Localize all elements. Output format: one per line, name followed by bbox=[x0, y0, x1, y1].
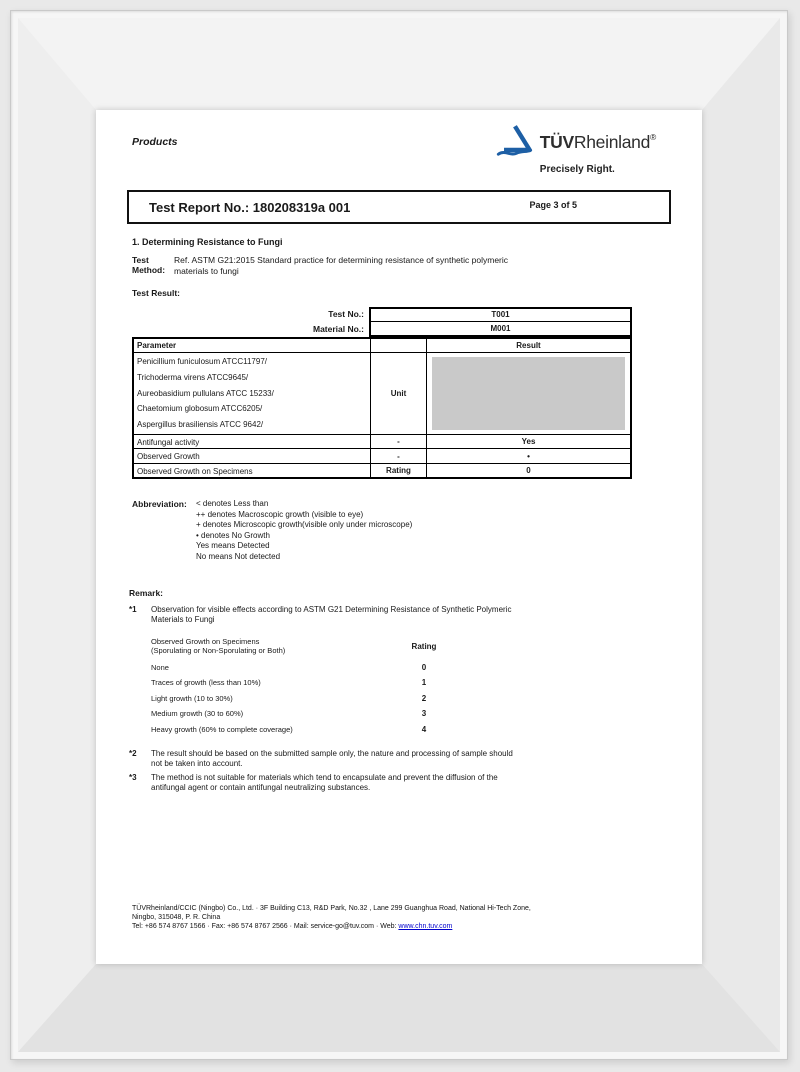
rating-label: None bbox=[151, 662, 169, 672]
organism-line: Aspergillus brasiliensis ATCC 9642/ bbox=[137, 420, 264, 430]
tuv-triangle-icon bbox=[495, 122, 533, 163]
remark-block bbox=[129, 588, 702, 794]
remark-item bbox=[129, 605, 702, 625]
remark-line: Materials to Fungi bbox=[151, 615, 215, 625]
parameter-cell: Observed Growth bbox=[137, 452, 200, 462]
rating-value: 2 bbox=[421, 693, 427, 703]
rating-value: 4 bbox=[421, 724, 427, 734]
result-header: Result bbox=[426, 339, 630, 352]
rating-table-header bbox=[151, 637, 702, 655]
remark-line: not be taken into account. bbox=[151, 759, 243, 769]
logo-row bbox=[495, 122, 656, 163]
rating-header-line: (Sporulating or Non-Sporulating or Both) bbox=[151, 646, 286, 656]
rating-label: Light growth (10 to 30%) bbox=[151, 693, 233, 703]
rating-col1-header bbox=[151, 637, 401, 655]
rating-label: Heavy growth (60% to complete coverage) bbox=[151, 724, 293, 734]
registered-mark: ® bbox=[650, 132, 656, 142]
remark-line: The result should be based on the submitted sample only, the nature and processing of sample should bbox=[151, 748, 513, 758]
unit-header bbox=[370, 339, 426, 352]
organism-line: Trichoderma virens ATCC9645/ bbox=[137, 372, 249, 382]
test-no-value: T001 bbox=[369, 307, 632, 322]
rating-value: 1 bbox=[421, 678, 427, 688]
test-result-label: Test Result: bbox=[132, 288, 181, 298]
remark-line: The method is not suitable for materials which tend to encapsulate and prevent the diffusion of the bbox=[151, 773, 498, 783]
test-no-row bbox=[132, 307, 632, 322]
remark-line: antifungal agent or contain antifungal neutralizing substances. bbox=[151, 783, 371, 793]
rating-row bbox=[151, 675, 702, 691]
material-no-value: M001 bbox=[369, 322, 632, 337]
rating-col2-header: Rating bbox=[411, 641, 437, 651]
abbreviation-line: + denotes Microscopic growth(visible only under microscope) bbox=[196, 520, 413, 530]
remark-item bbox=[129, 773, 702, 793]
table-row bbox=[134, 448, 630, 463]
footer-web-link[interactable]: www.chn.tuv.com bbox=[398, 922, 453, 930]
abbreviation-line: < denotes Less than bbox=[196, 499, 269, 509]
remark-marker: *1 bbox=[129, 604, 137, 614]
test-method-line: materials to fungi bbox=[174, 265, 239, 276]
material-no-label: Material No.: bbox=[312, 324, 364, 334]
remark-line: Observation for visible effects according to ASTM G21 Determining Resistance of Synthetic Polymeric bbox=[151, 604, 512, 614]
abbreviation-line: No means Not detected bbox=[196, 551, 281, 561]
remark-marker: *3 bbox=[129, 773, 137, 783]
report-box bbox=[127, 190, 671, 224]
table-row bbox=[134, 463, 630, 478]
footer-address-line2: Ningbo, 315048, P. R. China bbox=[132, 913, 221, 921]
remark-text bbox=[151, 605, 656, 625]
abbreviation-line: • denotes No Growth bbox=[196, 530, 270, 540]
remark-text bbox=[151, 749, 656, 769]
redacted-result-box bbox=[432, 357, 625, 430]
section-heading: 1. Determining Resistance to Fungi bbox=[132, 237, 283, 247]
test-no-label: Test No.: bbox=[328, 309, 364, 319]
brand-text bbox=[540, 132, 656, 153]
organism-line: Penicillium funiculosum ATCC11797/ bbox=[137, 357, 267, 366]
rating-label: Traces of growth (less than 10%) bbox=[151, 678, 261, 688]
remark-text bbox=[151, 773, 656, 793]
unit-cell: - bbox=[370, 449, 426, 463]
rating-header-line: Observed Growth on Specimens bbox=[151, 637, 260, 647]
material-no-row bbox=[132, 322, 632, 337]
rating-table bbox=[151, 637, 702, 737]
test-method-row bbox=[132, 255, 702, 276]
result-cell: • bbox=[426, 449, 630, 463]
remark-item bbox=[129, 749, 702, 769]
abbreviation-line: ++ denotes Macroscopic growth (visible to eye) bbox=[196, 509, 364, 519]
products-label: Products bbox=[132, 136, 178, 148]
brand-rheinland: Rheinland bbox=[573, 132, 651, 152]
organism-line: Chaetomium globosum ATCC6205/ bbox=[137, 404, 263, 414]
abbreviation-lines bbox=[196, 499, 412, 561]
brand-tuv: TÜV bbox=[539, 132, 574, 152]
remark-marker: *2 bbox=[129, 748, 137, 758]
result-cell: Yes bbox=[426, 435, 630, 449]
abbreviation-line: Yes means Detected bbox=[196, 541, 270, 551]
parameter-header: Parameter bbox=[137, 341, 177, 350]
photo-frame bbox=[10, 10, 788, 1060]
rating-row bbox=[151, 690, 702, 706]
organism-line: Aureobasidium pullulans ATCC 15233/ bbox=[137, 388, 274, 398]
frame-bevel bbox=[18, 18, 780, 1052]
organisms-row bbox=[134, 352, 630, 434]
tuv-logo bbox=[495, 122, 656, 175]
table-row bbox=[134, 434, 630, 449]
rating-row bbox=[151, 706, 702, 722]
parameter-cell: Observed Growth on Specimens bbox=[137, 466, 253, 476]
parameter-table bbox=[132, 337, 632, 479]
page-header bbox=[96, 110, 702, 175]
footer-address-line1: TÜVRheinland/CCIC (Ningbo) Co., Ltd. · 3F Building C13, R&D Park, No.32 , Lane 299 Guanghua Road, National Hi-Tech Zone, bbox=[132, 905, 531, 912]
organism-list bbox=[134, 353, 370, 434]
organisms-result-cell bbox=[426, 353, 630, 434]
footer-contact-text: Tel: +86 574 8767 1566 · Fax: +86 574 8767 2566 · Mail: service-go@tuv.com · Web: bbox=[132, 922, 397, 930]
unit-cell: - bbox=[370, 435, 426, 449]
footer bbox=[132, 905, 531, 931]
result-cell: 0 bbox=[426, 464, 630, 478]
test-method-text bbox=[174, 255, 508, 276]
parameter-cell: Antifungal activity bbox=[137, 437, 200, 447]
abbreviation-block bbox=[132, 499, 702, 561]
table-header-row bbox=[134, 339, 630, 352]
remark-label: Remark: bbox=[129, 587, 164, 598]
test-method-label: Test Method: bbox=[132, 255, 166, 275]
result-table bbox=[132, 307, 632, 479]
test-method-line: Ref. ASTM G21:2015 Standard practice for determining resistance of synthetic polymeric bbox=[174, 255, 509, 265]
report-title: Test Report No.: 180208319a 001 bbox=[149, 199, 351, 215]
rating-value: 0 bbox=[421, 662, 427, 672]
abbreviation-label: Abbreviation: bbox=[132, 499, 187, 510]
unit-cell: Rating bbox=[370, 464, 426, 478]
document-page bbox=[96, 110, 702, 964]
footer-contact-line bbox=[132, 923, 531, 932]
unit-cell: Unit bbox=[370, 353, 426, 434]
brand-tagline: Precisely Right. bbox=[539, 164, 615, 175]
rating-value: 3 bbox=[421, 709, 427, 719]
rating-row bbox=[151, 659, 702, 675]
rating-label: Medium growth (30 to 60%) bbox=[151, 709, 244, 719]
page-indicator: Page 3 of 5 bbox=[529, 200, 577, 210]
rating-row bbox=[151, 721, 702, 737]
